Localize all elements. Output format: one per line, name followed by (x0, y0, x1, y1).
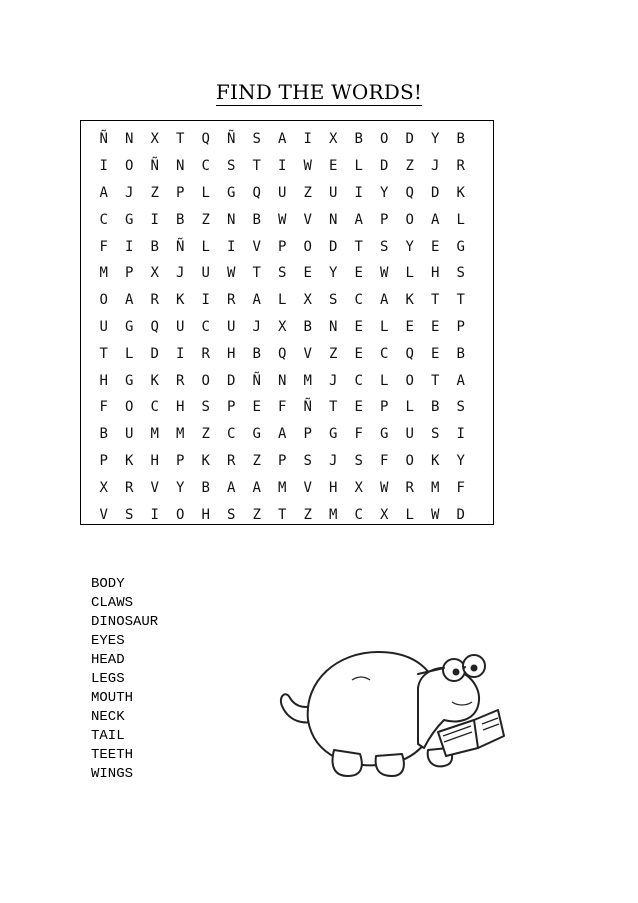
grid-letter[interactable]: T (354, 238, 363, 255)
grid-letter[interactable]: Q (405, 345, 414, 362)
word-search-box (80, 120, 494, 525)
grid-letter[interactable]: B (176, 211, 185, 228)
grid-letter[interactable]: L (380, 318, 389, 335)
grid-letter[interactable]: B (201, 479, 210, 496)
grid-letter[interactable]: D (380, 158, 389, 175)
grid-letter[interactable]: J (125, 184, 134, 201)
grid-letter[interactable]: C (227, 426, 236, 443)
grid-letter[interactable]: A (380, 292, 389, 309)
grid-letter[interactable]: O (380, 131, 389, 148)
grid-letter[interactable]: T (176, 131, 185, 148)
grid-letter[interactable]: Y (380, 184, 389, 201)
grid-letter[interactable]: F (99, 399, 108, 416)
grid-letter[interactable]: Z (252, 506, 261, 523)
grid-letter[interactable]: Y (329, 265, 338, 282)
grid-letter[interactable]: F (99, 238, 108, 255)
grid-letter[interactable]: D (456, 506, 465, 523)
grid-letter[interactable]: X (380, 506, 389, 523)
grid-letter[interactable]: M (150, 426, 159, 443)
grid-letter[interactable]: A (125, 292, 134, 309)
grid-letter[interactable]: W (431, 506, 440, 523)
grid-letter[interactable]: O (303, 238, 312, 255)
grid-letter[interactable]: U (201, 265, 210, 282)
grid-letter[interactable]: C (201, 158, 210, 175)
word-list-item: LEGS (91, 671, 125, 687)
grid-letter[interactable]: R (176, 372, 185, 389)
grid-letter[interactable]: S (329, 292, 338, 309)
grid-letter[interactable]: D (329, 238, 338, 255)
grid-letter[interactable]: A (227, 479, 236, 496)
grid-letter[interactable]: Q (405, 184, 414, 201)
grid-letter[interactable]: K (431, 452, 440, 469)
grid-letter[interactable]: J (329, 452, 338, 469)
grid-letter[interactable]: Ñ (150, 158, 159, 175)
grid-letter[interactable]: L (201, 238, 210, 255)
grid-letter[interactable]: P (380, 399, 389, 416)
grid-letter[interactable]: R (201, 345, 210, 362)
grid-letter[interactable]: Q (150, 318, 159, 335)
grid-letter[interactable]: H (99, 372, 108, 389)
grid-letter[interactable]: G (380, 426, 389, 443)
grid-letter[interactable]: F (456, 479, 465, 496)
grid-letter[interactable]: A (354, 211, 363, 228)
grid-letter[interactable]: M (99, 265, 108, 282)
grid-letter[interactable]: T (329, 399, 338, 416)
grid-letter[interactable]: Ñ (227, 131, 236, 148)
grid-letter[interactable]: L (354, 158, 363, 175)
grid-letter[interactable]: C (150, 399, 159, 416)
grid-letter[interactable]: W (227, 265, 236, 282)
grid-letter[interactable]: K (405, 292, 414, 309)
grid-letter[interactable]: H (150, 452, 159, 469)
grid-letter[interactable]: S (125, 506, 134, 523)
grid-letter[interactable]: B (431, 399, 440, 416)
word-list (91, 575, 158, 784)
grid-letter[interactable]: U (125, 426, 134, 443)
grid-letter[interactable]: P (278, 452, 287, 469)
grid-letter[interactable]: E (354, 265, 363, 282)
grid-letter[interactable]: L (125, 345, 134, 362)
grid-letter[interactable]: I (227, 238, 236, 255)
grid-letter[interactable]: S (303, 452, 312, 469)
grid-letter[interactable]: Z (303, 184, 312, 201)
grid-letter[interactable]: G (125, 372, 134, 389)
grid-letter[interactable]: A (278, 426, 287, 443)
grid-letter[interactable]: G (252, 426, 261, 443)
grid-letter[interactable]: B (252, 345, 261, 362)
grid-letter[interactable]: O (405, 211, 414, 228)
word-list-item: TEETH (91, 747, 134, 763)
grid-letter[interactable]: S (456, 399, 465, 416)
grid-letter[interactable]: I (303, 131, 312, 148)
grid-letter[interactable]: A (431, 211, 440, 228)
grid-letter[interactable]: G (125, 211, 134, 228)
grid-letter[interactable]: M (176, 426, 185, 443)
grid-letter[interactable]: P (99, 452, 108, 469)
grid-letter[interactable]: F (354, 426, 363, 443)
grid-letter[interactable]: F (380, 452, 389, 469)
grid-letter[interactable]: K (456, 184, 465, 201)
grid-letter[interactable]: O (201, 372, 210, 389)
grid-letter[interactable]: C (354, 292, 363, 309)
grid-letter[interactable]: Q (252, 184, 261, 201)
grid-letter[interactable]: A (278, 131, 287, 148)
grid-letter[interactable]: S (227, 158, 236, 175)
grid-letter[interactable]: B (456, 345, 465, 362)
grid-letter[interactable]: E (252, 399, 261, 416)
word-list-item: EYES (91, 633, 125, 649)
grid-letter[interactable]: S (227, 506, 236, 523)
grid-letter[interactable]: P (380, 211, 389, 228)
grid-letter[interactable]: E (354, 318, 363, 335)
grid-letter[interactable]: Z (201, 211, 210, 228)
grid-letter[interactable]: K (176, 292, 185, 309)
grid-letter[interactable]: X (354, 479, 363, 496)
grid-letter[interactable]: M (431, 479, 440, 496)
grid-letter[interactable]: R (456, 158, 465, 175)
grid-letter[interactable]: C (354, 506, 363, 523)
grid-letter[interactable]: W (303, 158, 312, 175)
grid-letter[interactable]: T (456, 292, 465, 309)
grid-letter[interactable]: Q (201, 131, 210, 148)
grid-letter[interactable]: Z (405, 158, 414, 175)
grid-letter[interactable]: E (431, 345, 440, 362)
grid-letter[interactable]: P (303, 426, 312, 443)
grid-letter[interactable]: T (431, 372, 440, 389)
grid-letter[interactable]: O (99, 292, 108, 309)
grid-letter[interactable]: I (150, 211, 159, 228)
grid-letter[interactable]: I (176, 345, 185, 362)
grid-letter[interactable]: B (354, 131, 363, 148)
grid-letter[interactable]: Q (278, 345, 287, 362)
grid-letter[interactable]: U (405, 426, 414, 443)
grid-letter[interactable]: E (354, 345, 363, 362)
grid-letter[interactable]: H (227, 345, 236, 362)
grid-letter[interactable]: T (252, 265, 261, 282)
grid-letter[interactable]: Ñ (303, 399, 312, 416)
grid-letter[interactable]: I (99, 158, 108, 175)
grid-letter[interactable]: E (329, 158, 338, 175)
grid-letter[interactable]: G (125, 318, 134, 335)
grid-letter[interactable]: L (380, 372, 389, 389)
grid-letter[interactable]: B (99, 426, 108, 443)
grid-letter[interactable]: O (125, 158, 134, 175)
grid-letter[interactable]: E (303, 265, 312, 282)
grid-letter[interactable]: H (329, 479, 338, 496)
grid-letter[interactable]: D (431, 184, 440, 201)
grid-letter[interactable]: E (431, 238, 440, 255)
grid-letter[interactable]: S (456, 265, 465, 282)
grid-letter[interactable]: P (176, 452, 185, 469)
grid-letter[interactable]: V (303, 211, 312, 228)
grid-letter[interactable]: J (176, 265, 185, 282)
grid-letter[interactable]: O (176, 506, 185, 523)
grid-letter[interactable]: R (125, 479, 134, 496)
grid-letter[interactable]: M (329, 506, 338, 523)
grid-letter[interactable]: O (405, 452, 414, 469)
grid-letter[interactable]: L (405, 399, 414, 416)
grid-letter[interactable]: K (201, 452, 210, 469)
grid-letter[interactable]: I (150, 506, 159, 523)
grid-letter[interactable]: Y (176, 479, 185, 496)
grid-letter[interactable]: X (329, 131, 338, 148)
grid-letter[interactable]: H (201, 506, 210, 523)
grid-letter[interactable]: B (252, 211, 261, 228)
dinosaur-reading-illustration (268, 640, 516, 790)
grid-letter[interactable]: V (303, 479, 312, 496)
grid-letter[interactable]: A (456, 372, 465, 389)
grid-letter[interactable]: P (456, 318, 465, 335)
grid-letter[interactable]: X (99, 479, 108, 496)
word-list-item: CLAWS (91, 595, 134, 611)
grid-letter[interactable]: N (125, 131, 134, 148)
grid-letter[interactable]: B (456, 131, 465, 148)
grid-letter[interactable]: L (278, 292, 287, 309)
grid-letter[interactable]: S (252, 131, 261, 148)
grid-letter[interactable]: S (201, 399, 210, 416)
grid-letter[interactable]: C (354, 372, 363, 389)
grid-letter[interactable]: N (329, 318, 338, 335)
grid-letter[interactable]: Ñ (99, 131, 108, 148)
page-title-text: FIND THE WORDS! (215, 80, 423, 104)
grid-letter[interactable]: G (227, 184, 236, 201)
grid-letter[interactable]: U (227, 318, 236, 335)
grid-letter[interactable]: C (99, 211, 108, 228)
grid-letter[interactable]: V (99, 506, 108, 523)
grid-letter[interactable]: N (227, 211, 236, 228)
grid-letter[interactable]: M (303, 372, 312, 389)
grid-letter[interactable]: E (431, 318, 440, 335)
grid-letter[interactable]: O (405, 372, 414, 389)
grid-letter[interactable]: D (405, 131, 414, 148)
grid-letter[interactable]: Z (329, 345, 338, 362)
grid-letter[interactable]: T (252, 158, 261, 175)
grid-letter[interactable]: V (303, 345, 312, 362)
grid-letter[interactable]: Y (431, 131, 440, 148)
grid-letter[interactable]: K (125, 452, 134, 469)
grid-letter[interactable]: I (278, 158, 287, 175)
grid-letter[interactable]: A (252, 479, 261, 496)
grid-letter[interactable]: M (278, 479, 287, 496)
grid-letter[interactable]: X (150, 265, 159, 282)
grid-letter[interactable]: B (150, 238, 159, 255)
grid-letter[interactable]: H (176, 399, 185, 416)
grid-letter[interactable]: O (125, 399, 134, 416)
grid-letter[interactable]: I (354, 184, 363, 201)
grid-letter[interactable]: U (329, 184, 338, 201)
grid-letter[interactable]: S (431, 426, 440, 443)
grid-letter[interactable]: B (303, 318, 312, 335)
grid-letter[interactable]: L (456, 211, 465, 228)
grid-letter[interactable]: P (176, 184, 185, 201)
grid-letter[interactable]: R (150, 292, 159, 309)
grid-letter[interactable]: T (278, 506, 287, 523)
word-search-grid (91, 126, 474, 528)
grid-letter[interactable]: X (303, 292, 312, 309)
grid-letter[interactable]: R (405, 479, 414, 496)
grid-letter[interactable]: U (176, 318, 185, 335)
grid-letter[interactable]: D (227, 372, 236, 389)
grid-letter[interactable]: E (354, 399, 363, 416)
grid-letter[interactable]: I (456, 426, 465, 443)
grid-letter[interactable]: X (278, 318, 287, 335)
grid-letter[interactable]: N (329, 211, 338, 228)
grid-letter[interactable]: J (329, 372, 338, 389)
page-title (0, 80, 638, 104)
word-list-item: BODY (91, 576, 125, 592)
grid-letter[interactable]: R (227, 452, 236, 469)
grid-letter[interactable]: S (354, 452, 363, 469)
grid-letter[interactable]: S (380, 238, 389, 255)
grid-letter[interactable]: X (150, 131, 159, 148)
grid-letter[interactable]: A (99, 184, 108, 201)
word-list-item: DINOSAUR (91, 614, 159, 630)
grid-letter[interactable]: I (125, 238, 134, 255)
grid-letter[interactable]: J (252, 318, 261, 335)
grid-letter[interactable]: U (278, 184, 287, 201)
grid-letter[interactable]: T (99, 345, 108, 362)
grid-letter[interactable]: P (278, 238, 287, 255)
grid-letter[interactable]: Ñ (176, 238, 185, 255)
grid-letter[interactable]: Z (150, 184, 159, 201)
grid-letter[interactable]: E (405, 318, 414, 335)
grid-letter[interactable]: Y (456, 452, 465, 469)
grid-letter[interactable]: C (201, 318, 210, 335)
grid-letter[interactable]: I (201, 292, 210, 309)
grid-letter[interactable]: S (278, 265, 287, 282)
grid-letter[interactable]: L (405, 506, 414, 523)
grid-letter[interactable]: L (201, 184, 210, 201)
grid-letter[interactable]: W (380, 265, 389, 282)
grid-letter[interactable]: Ñ (252, 372, 261, 389)
grid-letter[interactable]: W (380, 479, 389, 496)
grid-letter[interactable]: Z (303, 506, 312, 523)
word-list-item: NECK (91, 709, 125, 725)
grid-letter[interactable]: Y (405, 238, 414, 255)
grid-letter[interactable]: P (125, 265, 134, 282)
grid-letter[interactable]: H (431, 265, 440, 282)
grid-letter[interactable]: G (329, 426, 338, 443)
grid-letter[interactable]: C (380, 345, 389, 362)
grid-letter[interactable]: W (278, 211, 287, 228)
grid-letter[interactable]: P (227, 399, 236, 416)
word-list-item: WINGS (91, 766, 134, 782)
word-list-item: HEAD (91, 652, 125, 668)
grid-letter[interactable]: A (252, 292, 261, 309)
grid-letter[interactable]: K (150, 372, 159, 389)
grid-letter[interactable]: V (252, 238, 261, 255)
word-list-item: TAIL (91, 728, 125, 744)
grid-letter[interactable]: N (176, 158, 185, 175)
grid-letter[interactable]: V (150, 479, 159, 496)
grid-letter[interactable]: N (278, 372, 287, 389)
grid-letter[interactable]: D (150, 345, 159, 362)
grid-letter[interactable]: G (456, 238, 465, 255)
grid-letter[interactable]: T (431, 292, 440, 309)
grid-letter[interactable]: L (405, 265, 414, 282)
word-list-item: MOUTH (91, 690, 134, 706)
grid-letter[interactable]: R (227, 292, 236, 309)
grid-letter[interactable]: Z (201, 426, 210, 443)
grid-letter[interactable]: F (278, 399, 287, 416)
grid-letter[interactable]: J (431, 158, 440, 175)
grid-letter[interactable]: Z (252, 452, 261, 469)
grid-letter[interactable]: U (99, 318, 108, 335)
